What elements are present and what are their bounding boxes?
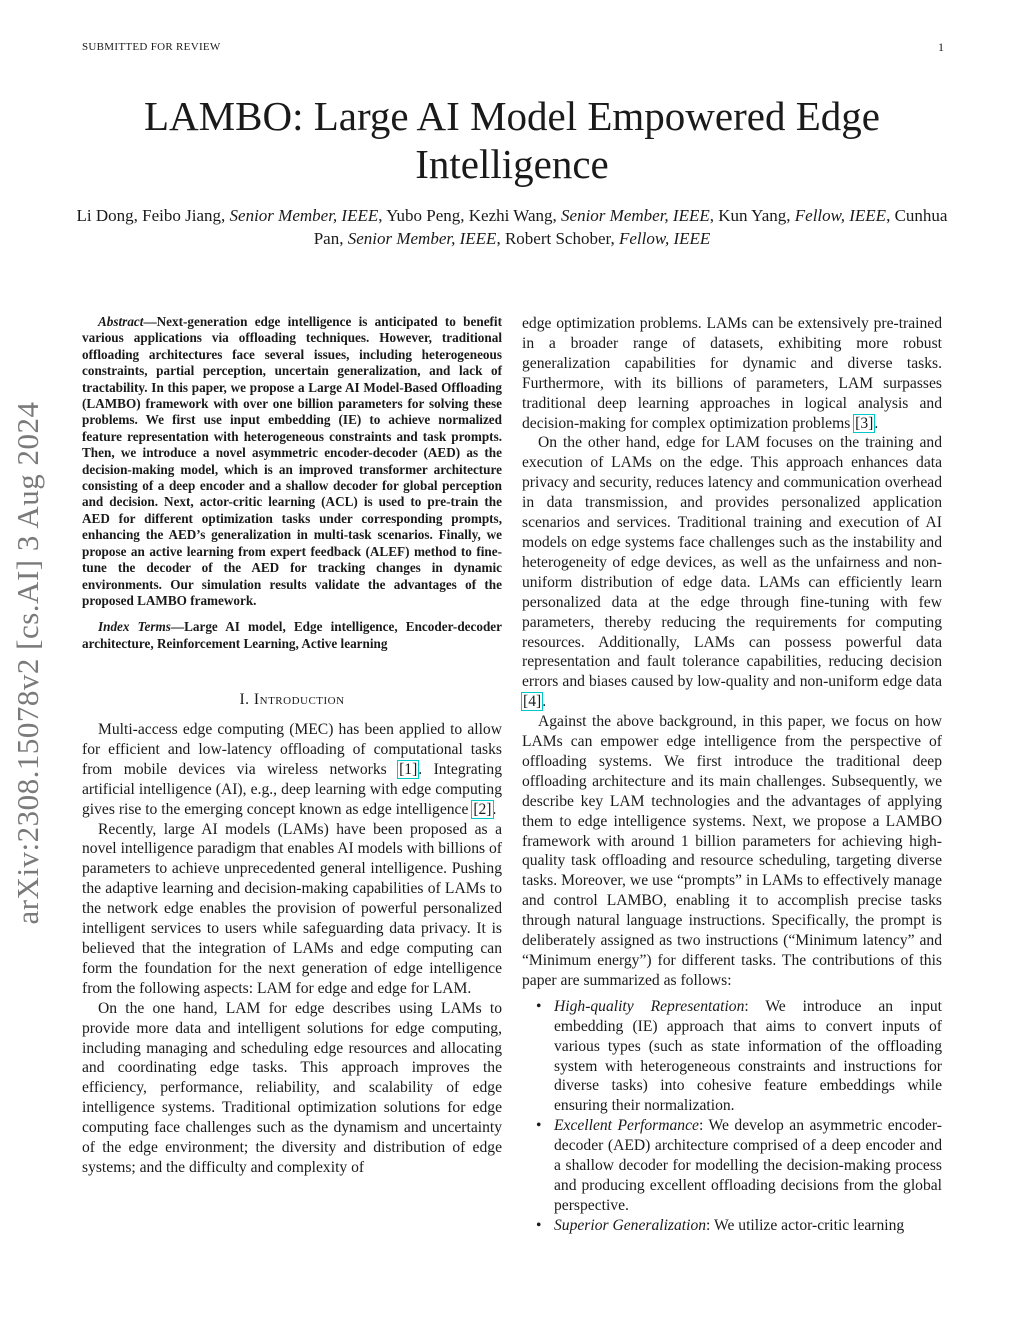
contribution-text: : We develop an asymmetric encoder-decoder (AED) architecture comprised of a deep encoder and a shallow decoder for modelling the decision-making process and producing excellent offloading decisions from the global perspective.: [554, 1117, 942, 1214]
paragraph: On the one hand, LAM for edge describes using LAMs to provide more data and intelligent solutions for edge computing, including managing and scheduling edge resources and allocating and coordinating edge tasks. This approach improves the efficiency, performance, reliability, and scalability of edge intelligence systems. Traditional optimization solutions for edge computing face challenges such as the dynamism and uncertainty of the edge environment; the diversity and distribution of edge systems; and the difficulty and complexity of: [82, 999, 502, 1176]
contribution-title: Excellent Performance: [554, 1117, 699, 1135]
abstract-text: —Next-generation edge intelligence is anticipated to benefit various applications via offloading techniques. However, traditional offloading architectures face several issues, including heterogeneous constraints, partial perception, uncertain generalization, and lack of tractability. In this paper, we propose a Large AI Model-Based Offloading (LAMBO) framework with over one billion parameters for solving these problems. We first use input embedding (IE) to achieve normalized feature representation with heterogeneous constraints and task prompts. Then, we introduce a novel asymmetric encoder-decoder (AED) as the decision-making model, which is an improved transformer architecture consisting of a deep encoder and a shallow decoder for global perception and decision. Next, actor-critic learning (ACL) is used to pre-train the AED for different optimization tasks under corresponding prompts, enhancing the AED’s generalization in multi-task scenarios. Finally, we propose an active learning from expert feedback (ALEF) method to fine-tune the decoder of the AED for tracking changes in dynamic environments. Our simulation results validate the advantages of the proposed LAMBO framework.: [82, 314, 502, 608]
paragraph-text: edge optimization problems. LAMs can be extensively pre-trained in a broader range of datasets, exhibiting more robust generalization capabilities for dynamic and diverse tasks. Furthermore, with its billions of parameters, LAM surpasses traditional deep learning approaches in logical analysis and decision-making for complex optimization problems: [522, 315, 942, 432]
paragraph-text: .: [492, 800, 497, 818]
right-column: [522, 314, 942, 1236]
citation-link[interactable]: [4]: [523, 693, 542, 711]
paper-title: LAMBO: Large AI Model Empowered Edge Intelligence: [144, 93, 880, 187]
page-number: 1: [938, 40, 944, 54]
author-membership: Senior Member, IEEE: [229, 206, 379, 225]
author-names: , Robert Schober,: [496, 229, 619, 248]
author-membership: Senior Member, IEEE: [561, 206, 710, 225]
author-names: , Kun Yang,: [709, 206, 795, 225]
arxiv-identifier-stamp: [10, 368, 46, 958]
abstract-label: Abstract: [98, 314, 144, 329]
contribution-item: [522, 997, 942, 1116]
running-head: SUBMITTED FOR REVIEW: [82, 41, 221, 53]
paragraph-text: .: [542, 693, 547, 711]
index-terms-label: Index Terms: [98, 619, 171, 635]
citation-link[interactable]: [1]: [399, 760, 418, 778]
paragraph: [522, 433, 942, 712]
paragraph: [522, 314, 942, 433]
paragraph: [82, 720, 502, 820]
index-terms: [82, 619, 502, 652]
author-membership: Senior Member, IEEE: [347, 229, 497, 248]
contribution-title: Superior Generalization: [554, 1216, 707, 1234]
author-membership: Fellow, IEEE: [618, 229, 711, 248]
bullet-icon: •: [536, 997, 542, 1015]
contribution-list: [522, 997, 942, 1236]
paragraph: Recently, large AI models (LAMs) have been proposed as a novel intelligence paradigm that enables AI models with billions of parameters to achieve unprecedented general intelligence. Pushing the adaptive learning and decision-making capabilities of LAMs to the network edge enables the provision of powerful personalized intelligent services to users while safeguarding data privacy. It is believed that the integration of LAMs and edge computing can form the foundation for the next generation of edge intelligence from the following aspects: LAM for edge and edge for LAM.: [82, 820, 502, 997]
author-names: Li Dong, Feibo Jiang,: [76, 206, 230, 225]
contribution-title: High-quality Representation: [554, 997, 745, 1015]
arxiv-identifier-text: arXiv:2308.15078v2 [cs.AI] 3 Aug 2024: [10, 401, 45, 925]
bullet-icon: •: [536, 1117, 542, 1135]
citation-link[interactable]: [2]: [473, 800, 492, 818]
contribution-text: : We introduce an input embedding (IE) approach that aims to convert inputs of various types (such as state information of the offloading system with heterogeneous constraints and instructions for diverse tasks) into cohesive feature embeddings while ensuring their normalization.: [554, 997, 943, 1115]
paragraph-text: .: [874, 414, 879, 432]
bullet-icon: •: [536, 1216, 542, 1234]
author-list: [60, 204, 964, 250]
title-block: [60, 92, 964, 250]
contribution-item: [522, 1216, 942, 1236]
section-heading-introduction: I. Introduction: [239, 691, 345, 709]
index-terms-text: —Large AI model, Edge intelligence, Encoder-decoder architecture, Reinforcement Learning, Active learning: [82, 619, 502, 651]
left-column: [82, 314, 502, 1178]
paragraph: Against the above background, in this paper, we focus on how LAMs can empower edge intelligence from the perspective of offloading systems. We first introduce the traditional deep offloading architecture and its main challenges. Subsequently, we describe key LAM technologies and the advantages of applying them to edge intelligence systems. Next, we propose a LAMBO framework with around 1 billion parameters for achieving high-quality task offloading and resource scheduling, targeting diverse tasks. Moreover, we use “prompts” in LAMs to effectively manage and control LAMBO, enabling it to accomplish precise tasks through natural language instructions. Specifically, the prompt is deliberately assigned as two instructions (“Minimum latency” and “Minimum energy”) for different tasks. The contributions of this paper are summarized as follows:: [522, 713, 942, 989]
contribution-text: : We utilize actor-critic learning: [706, 1216, 905, 1234]
paragraph-text: On the other hand, edge for LAM focuses on the training and execution of LAMs on the edge. This approach enhances data privacy and security, reduces latency and communication overhead in data transmission, and provides personalized application scenarios and services. Traditional training and execution of AI models on edge systems face challenges such as the instability and heterogeneity of edge devices, as well as the unfairness and non-uniform distribution of edge data. LAMs can efficiently learn personalized data at the edge through fine-tuning with few parameters, thereby reducing the requirements for computing resources. Additionally, LAMs can possess powerful data representation and fault tolerance capabilities, reducing decision errors and biases caused by low-quality and non-uniform edge data: [522, 434, 942, 691]
contribution-item: [522, 1116, 942, 1216]
author-names: , Cunhua Pan,: [313, 206, 948, 248]
paragraph-text: Multi-access edge computing (MEC) has been applied to allow for efficient and low-latency offloading of computational tasks from mobile devices via wireless networks: [82, 721, 502, 778]
author-names: , Yubo Peng, Kezhi Wang,: [378, 206, 562, 225]
author-membership: Fellow, IEEE: [794, 206, 887, 225]
abstract: [82, 314, 502, 609]
paragraph-text: . Integrating artificial intelligence (AI), e.g., deep learning with edge computing gives rise to the emerging concept known as edge intelligence: [82, 760, 502, 818]
citation-link[interactable]: [3]: [855, 414, 874, 432]
